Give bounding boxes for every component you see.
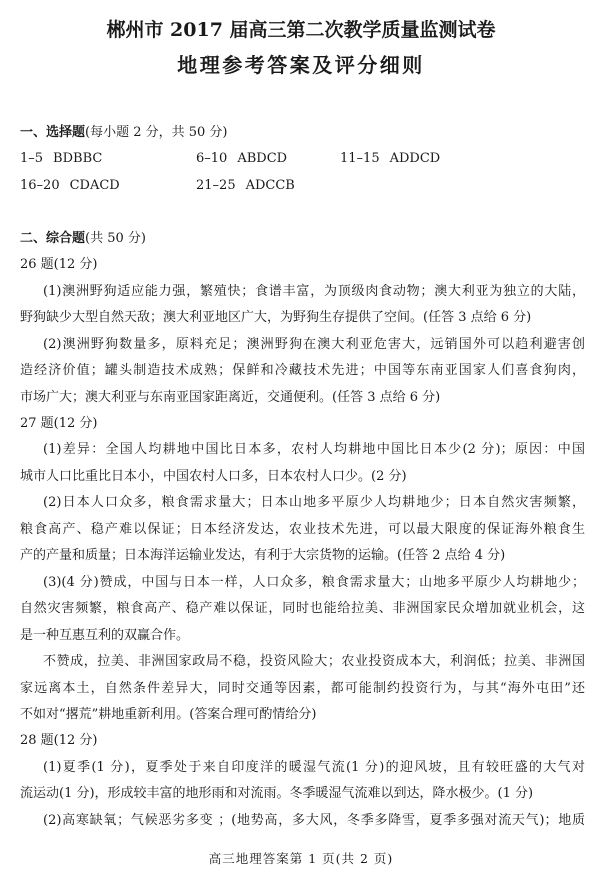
choice-range: 6–10 bbox=[196, 151, 228, 167]
choice-range: 16–20 bbox=[20, 177, 60, 193]
choice-group bbox=[340, 146, 440, 172]
answer-line: (1)差异：全国人均耕地中国比日本多，农村人均耕地中国比日本少(2 分)；原因：中国 bbox=[43, 442, 585, 458]
choice-answer: ABDCD bbox=[237, 151, 288, 167]
choice-answer: ADCCB bbox=[245, 177, 295, 193]
answer-line: 不如对“撂荒”耕地重新利用。(答案合理可酌情给分) bbox=[20, 706, 317, 722]
choice-group bbox=[20, 146, 196, 172]
section-note: (每小题 2 分，共 50 分) bbox=[85, 125, 228, 140]
choice-range: 1–5 bbox=[20, 151, 44, 167]
document-body bbox=[20, 120, 585, 834]
answer-line: (2)高寒缺氧；气候恶劣多变 ；(地势高，多大风，冬季多降雪，夏季多强对流天气)；地质 bbox=[43, 812, 585, 828]
choice-answer: CDACD bbox=[69, 177, 120, 193]
choice-group bbox=[196, 173, 340, 199]
choice-answer: ADDCD bbox=[389, 151, 441, 167]
answer-line: 造经济价值；罐头制造技术成熟；保鲜和冷藏技术先进；中国等东南亚国家人们喜食狗肉， bbox=[20, 363, 585, 379]
document-title: 郴州市 2017 届高三第二次教学质量监测试卷 bbox=[106, 19, 496, 41]
section-heading-comprehensive bbox=[20, 226, 585, 252]
choice-answer-row bbox=[20, 146, 585, 172]
question-heading: 27 题(12 分) bbox=[20, 415, 98, 431]
answer-line: (2)日本人口众多，粮食需求量大；日本山地多平原少人均耕地少；日本自然灾害频繁， bbox=[43, 495, 585, 511]
question-heading: 28 题(12 分) bbox=[20, 733, 98, 749]
answer-line: 不赞成，拉美、非洲国家政局不稳，投资风险大；农业投资成本大，利润低；拉美、非洲国 bbox=[43, 654, 585, 670]
answer-line: (1)澳洲野狗适应能力强，繁殖快；食谱丰富，为顶级肉食动物；澳大利亚为独立的大陆， bbox=[43, 283, 585, 299]
answer-line: 产的产量和质量；日本海洋运输业发达，有利于大宗货物的运输。(任答 2 点给 4 分) bbox=[20, 548, 506, 564]
answer-line: 市场广大；澳大利亚与东南亚国家距离近，交通便利。(任答 3 点给 6 分) bbox=[20, 389, 441, 405]
blank-line bbox=[20, 199, 585, 225]
choice-range: 21–25 bbox=[196, 177, 236, 193]
answer-line: (2)澳洲野狗数量多，原料充足；澳洲野狗在澳大利亚危害大，远销国外可以趋利避害创 bbox=[43, 336, 585, 352]
question-heading: 26 题(12 分) bbox=[20, 257, 98, 273]
choice-answer-row bbox=[20, 173, 585, 199]
choice-group bbox=[20, 173, 196, 199]
page-footer: 高三地理答案第 1 页(共 2 页) bbox=[208, 851, 394, 866]
answer-line: 家远离本土，自然条件差异大，同时交通等因素，都可能制约投资行为，与其“海外屯田”还 bbox=[20, 680, 585, 696]
answer-line: 野狗缺少大型自然天敌；澳大利亚地区广大，为野狗生存提供了空间。(任答 3 点给 6 分) bbox=[20, 310, 532, 326]
answer-line: (1)夏季(1 分)，夏季处于来自印度洋的暖湿气流(1 分)的迎风坡，且有较旺盛的大气对 bbox=[43, 759, 585, 775]
answer-line: 城市人口比重比日本小，中国农村人口多，日本农村人口少。(2 分) bbox=[20, 468, 407, 484]
answer-line: 粮食高产、稳产难以保证；日本经济发达，农业技术先进，可以最大限度的保证海外粮食生 bbox=[20, 521, 585, 537]
document-subtitle: 地理参考答案及评分细则 bbox=[177, 53, 425, 77]
section-heading-choice bbox=[20, 120, 585, 146]
choice-answer: BDBBC bbox=[53, 151, 103, 167]
choice-range: 11–15 bbox=[340, 151, 380, 167]
answer-line: 是一种互惠互利的双赢合作。 bbox=[20, 627, 190, 643]
section-note: (共 50 分) bbox=[85, 230, 146, 246]
answer-line: 流运动(1 分)，形成较丰富的地形雨和对流雨。冬季暖湿气流难以到达，降水极少。(1 分) bbox=[20, 786, 534, 802]
choice-group bbox=[196, 146, 340, 172]
answer-line: (3)(4 分)赞成，中国与日本一样，人口众多，粮食需求量大；山地多平原少人均耕地少； bbox=[43, 574, 585, 590]
answer-line: 自然灾害频繁，粮食高产、稳产难以保证，同时也能给拉美、非洲国家民众增加就业机会，这 bbox=[20, 601, 585, 617]
section-title: 二、综合题 bbox=[20, 230, 86, 246]
section-title: 一、选择题 bbox=[20, 125, 86, 140]
